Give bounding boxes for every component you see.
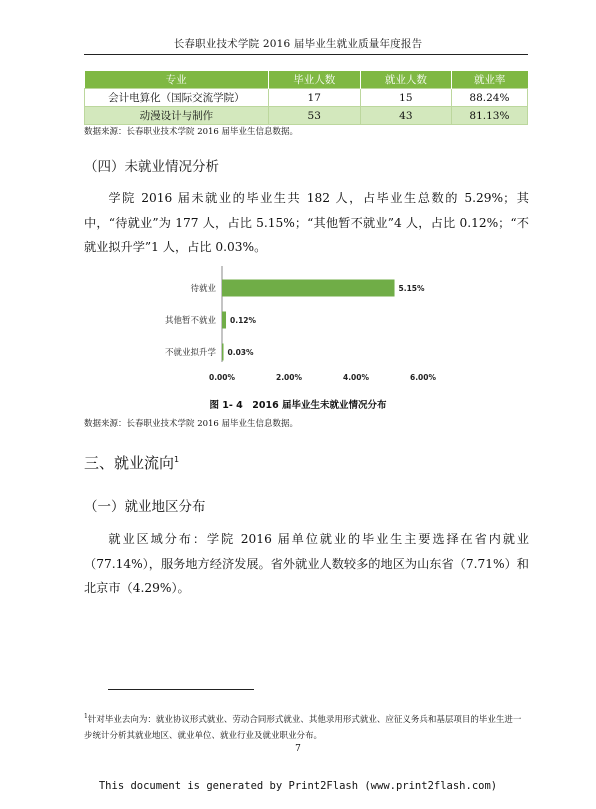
table-row — [85, 107, 528, 125]
footnote-reference[interactable]: 1 — [174, 455, 180, 464]
table-header-cell: 就业率 — [451, 71, 527, 89]
chart-value-label: 0.12% — [230, 316, 257, 325]
table-cell: 88.24% — [451, 89, 527, 107]
table-row — [85, 89, 528, 107]
chart-x-tick-label: 2.00% — [275, 373, 303, 382]
chart-x-tick-label: 0.00% — [208, 373, 236, 382]
footnote-divider — [108, 689, 254, 690]
employment-rate-table — [84, 71, 528, 125]
table-cell: 53 — [268, 107, 360, 125]
subsection-title-region: （一）就业地区分布 — [84, 499, 206, 515]
table-cell: 17 — [268, 89, 360, 107]
page-number: 7 — [295, 744, 301, 754]
page-header-title: 长春职业技术学院 2016 届毕业生就业质量年度报告 — [173, 38, 423, 50]
table-cell: 动漫设计与制作 — [85, 107, 269, 125]
table-header-cell: 就业人数 — [360, 71, 451, 89]
chart-value-label: 5.15% — [398, 284, 425, 293]
chart-bar — [222, 344, 224, 361]
chart-x-tick-label: 4.00% — [342, 373, 370, 382]
chart-x-tick-label: 6.00% — [409, 373, 437, 382]
table-source-note: 数据来源：长春职业技术学院 2016 届毕业生信息数据。 — [84, 127, 299, 137]
figure-caption: 图 1- 4 2016 届毕业生未就业情况分布 — [209, 400, 387, 411]
unemployment-paragraph: 学院 2016 届未就业的毕业生共 182 人，占毕业生总数的 5.29%；其中，“待就业”为 177 人，占比 5.15%；“其他暂不就业”4 人，占比 0.12%；“不就业拟升学”1 人，占比 0.03%。 — [84, 191, 529, 254]
chart-category-label: 待就业 — [190, 284, 216, 294]
footnote-mark: 1 — [84, 713, 88, 720]
table-header-row — [85, 71, 528, 89]
generator-notice: This document is generated by Print2Flash (www.print2flash.com) — [98, 780, 498, 792]
table-cell: 会计电算化（国际交流学院） — [85, 89, 269, 107]
header-divider — [84, 54, 528, 55]
figure-source-note: 数据来源：长春职业技术学院 2016 届毕业生信息数据。 — [84, 419, 299, 429]
chart-bars — [165, 280, 437, 383]
footnote-text: 针对毕业去向为：就业协议形式就业、劳动合同形式就业、其他录用形式就业、应征义务兵和基层项目的毕业生进一步统计分析其就业地区、就业单位、就业行业及就业职业分布。 — [84, 714, 522, 741]
unemployment-bar-chart — [84, 266, 529, 388]
chart-value-label: 0.03% — [227, 348, 254, 357]
chart-category-label: 其他暂不就业 — [164, 316, 216, 326]
table-header-cell: 专业 — [85, 71, 269, 89]
table-cell: 15 — [360, 89, 451, 107]
section-title-unemployment: （四）未就业情况分析 — [84, 159, 219, 175]
chart-category-label: 不就业拟升学 — [164, 348, 216, 358]
section-title-employment-flow — [84, 452, 179, 473]
chart-bar — [222, 312, 226, 329]
table-cell: 43 — [360, 107, 451, 125]
section-title-text: 三、就业流向 — [84, 454, 175, 472]
region-paragraph: 就业区域分布：学院 2016 届单位就业的毕业生主要选择在省内就业（77.14%），服务地方经济发展。省外就业人数较多的地区为山东省（7.71%）和北京市（4.29%）。 — [84, 532, 529, 595]
table-header-cell: 毕业人数 — [268, 71, 360, 89]
chart-bar — [222, 280, 395, 297]
footnote — [84, 709, 529, 744]
table-cell: 81.13% — [451, 107, 527, 125]
